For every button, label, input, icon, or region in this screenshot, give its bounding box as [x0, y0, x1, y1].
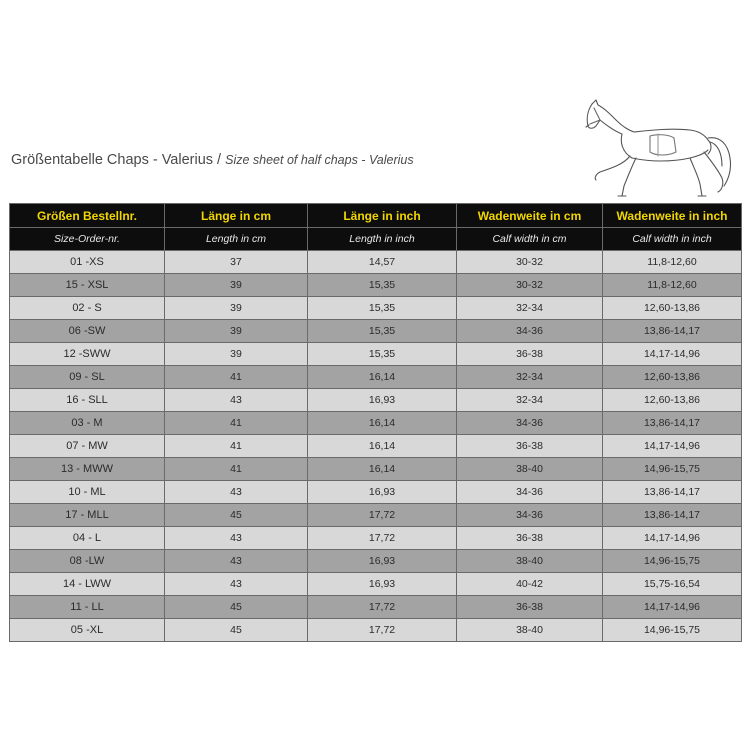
cell-size-order: 03 - M — [10, 412, 165, 435]
cell-calf-inch: 14,17-14,96 — [603, 527, 742, 550]
cell-calf-inch: 12,60-13,86 — [603, 366, 742, 389]
cell-length-cm: 39 — [165, 343, 308, 366]
subheader-size-order: Size-Order-nr. — [10, 228, 165, 251]
cell-calf-inch: 14,17-14,96 — [603, 435, 742, 458]
cell-calf-cm: 38-40 — [457, 550, 603, 573]
cell-calf-inch: 11,8-12,60 — [603, 274, 742, 297]
header-calf-inch: Wadenweite in inch — [603, 204, 742, 228]
cell-length-cm: 43 — [165, 481, 308, 504]
cell-length-cm: 43 — [165, 527, 308, 550]
cell-length-cm: 41 — [165, 458, 308, 481]
header-length-inch: Länge in inch — [308, 204, 457, 228]
cell-length-cm: 41 — [165, 366, 308, 389]
cell-size-order: 12 -SWW — [10, 343, 165, 366]
header-length-cm: Länge in cm — [165, 204, 308, 228]
header-size-order: Größen Bestellnr. — [10, 204, 165, 228]
table-row — [10, 343, 742, 366]
header-calf-cm: Wadenweite in cm — [457, 204, 603, 228]
cell-size-order: 16 - SLL — [10, 389, 165, 412]
horse-icon — [572, 96, 740, 202]
cell-calf-inch: 11,8-12,60 — [603, 251, 742, 274]
cell-length-inch: 17,72 — [308, 504, 457, 527]
cell-length-inch: 16,14 — [308, 366, 457, 389]
cell-length-cm: 39 — [165, 320, 308, 343]
cell-calf-cm: 30-32 — [457, 251, 603, 274]
cell-size-order: 13 - MWW — [10, 458, 165, 481]
table-row — [10, 550, 742, 573]
cell-length-cm: 43 — [165, 550, 308, 573]
cell-length-cm: 39 — [165, 274, 308, 297]
cell-length-inch: 17,72 — [308, 596, 457, 619]
cell-size-order: 06 -SW — [10, 320, 165, 343]
cell-length-inch: 16,93 — [308, 481, 457, 504]
cell-length-cm: 39 — [165, 297, 308, 320]
size-table — [9, 203, 742, 642]
subheader-length-cm: Length in cm — [165, 228, 308, 251]
subheader-calf-cm: Calf width in cm — [457, 228, 603, 251]
table-row — [10, 527, 742, 550]
cell-length-inch: 16,14 — [308, 458, 457, 481]
cell-length-inch: 14,57 — [308, 251, 457, 274]
cell-length-inch: 15,35 — [308, 297, 457, 320]
table-row — [10, 458, 742, 481]
cell-size-order: 02 - S — [10, 297, 165, 320]
cell-calf-inch: 14,96-15,75 — [603, 550, 742, 573]
cell-length-cm: 45 — [165, 596, 308, 619]
cell-size-order: 04 - L — [10, 527, 165, 550]
cell-length-cm: 41 — [165, 412, 308, 435]
table-row — [10, 619, 742, 642]
cell-length-inch: 16,93 — [308, 573, 457, 596]
cell-calf-inch: 14,17-14,96 — [603, 343, 742, 366]
cell-calf-cm: 40-42 — [457, 573, 603, 596]
table-body — [10, 251, 742, 642]
cell-calf-inch: 12,60-13,86 — [603, 389, 742, 412]
cell-size-order: 09 - SL — [10, 366, 165, 389]
table-row — [10, 274, 742, 297]
cell-calf-cm: 38-40 — [457, 458, 603, 481]
cell-length-cm: 37 — [165, 251, 308, 274]
cell-length-inch: 16,93 — [308, 550, 457, 573]
cell-size-order: 15 - XSL — [10, 274, 165, 297]
cell-length-inch: 15,35 — [308, 274, 457, 297]
cell-calf-cm: 32-34 — [457, 366, 603, 389]
cell-length-cm: 45 — [165, 504, 308, 527]
cell-calf-cm: 30-32 — [457, 274, 603, 297]
table-row — [10, 297, 742, 320]
table-row — [10, 320, 742, 343]
cell-calf-cm: 34-36 — [457, 481, 603, 504]
cell-calf-cm: 32-34 — [457, 297, 603, 320]
cell-calf-cm: 36-38 — [457, 527, 603, 550]
cell-size-order: 01 -XS — [10, 251, 165, 274]
cell-calf-inch: 15,75-16,54 — [603, 573, 742, 596]
subheader-length-inch: Length in inch — [308, 228, 457, 251]
title-main: Größentabelle Chaps - Valerius / — [11, 152, 226, 168]
cell-calf-cm: 36-38 — [457, 435, 603, 458]
cell-calf-cm: 34-36 — [457, 412, 603, 435]
cell-length-inch: 16,14 — [308, 435, 457, 458]
cell-length-cm: 43 — [165, 389, 308, 412]
cell-length-cm: 45 — [165, 619, 308, 642]
table-row — [10, 596, 742, 619]
cell-length-inch: 16,14 — [308, 412, 457, 435]
table-row — [10, 366, 742, 389]
cell-size-order: 11 - LL — [10, 596, 165, 619]
cell-calf-inch: 13,86-14,17 — [603, 412, 742, 435]
cell-length-inch: 17,72 — [308, 619, 457, 642]
cell-calf-inch: 14,96-15,75 — [603, 619, 742, 642]
cell-size-order: 07 - MW — [10, 435, 165, 458]
title-subtitle: Size sheet of half chaps - Valerius — [225, 153, 414, 167]
table-row — [10, 389, 742, 412]
cell-calf-inch: 14,96-15,75 — [603, 458, 742, 481]
table-row — [10, 481, 742, 504]
cell-size-order: 08 -LW — [10, 550, 165, 573]
cell-length-inch: 16,93 — [308, 389, 457, 412]
cell-length-inch: 15,35 — [308, 343, 457, 366]
table-row — [10, 412, 742, 435]
cell-size-order: 10 - ML — [10, 481, 165, 504]
cell-size-order: 05 -XL — [10, 619, 165, 642]
cell-length-inch: 15,35 — [308, 320, 457, 343]
table-row — [10, 573, 742, 596]
cell-calf-inch: 13,86-14,17 — [603, 504, 742, 527]
cell-size-order: 14 - LWW — [10, 573, 165, 596]
cell-calf-cm: 34-36 — [457, 504, 603, 527]
cell-calf-inch: 14,17-14,96 — [603, 596, 742, 619]
cell-length-inch: 17,72 — [308, 527, 457, 550]
cell-calf-cm: 36-38 — [457, 596, 603, 619]
table-row — [10, 504, 742, 527]
cell-calf-inch: 13,86-14,17 — [603, 481, 742, 504]
cell-calf-cm: 34-36 — [457, 320, 603, 343]
cell-calf-inch: 13,86-14,17 — [603, 320, 742, 343]
cell-calf-inch: 12,60-13,86 — [603, 297, 742, 320]
cell-calf-cm: 38-40 — [457, 619, 603, 642]
subheader-row — [10, 228, 742, 251]
cell-size-order: 17 - MLL — [10, 504, 165, 527]
header-row — [10, 204, 742, 228]
table-row — [10, 435, 742, 458]
cell-calf-cm: 36-38 — [457, 343, 603, 366]
cell-length-cm: 43 — [165, 573, 308, 596]
cell-length-cm: 41 — [165, 435, 308, 458]
page-title — [11, 152, 414, 168]
subheader-calf-inch: Calf width in inch — [603, 228, 742, 251]
cell-calf-cm: 32-34 — [457, 389, 603, 412]
table-row — [10, 251, 742, 274]
